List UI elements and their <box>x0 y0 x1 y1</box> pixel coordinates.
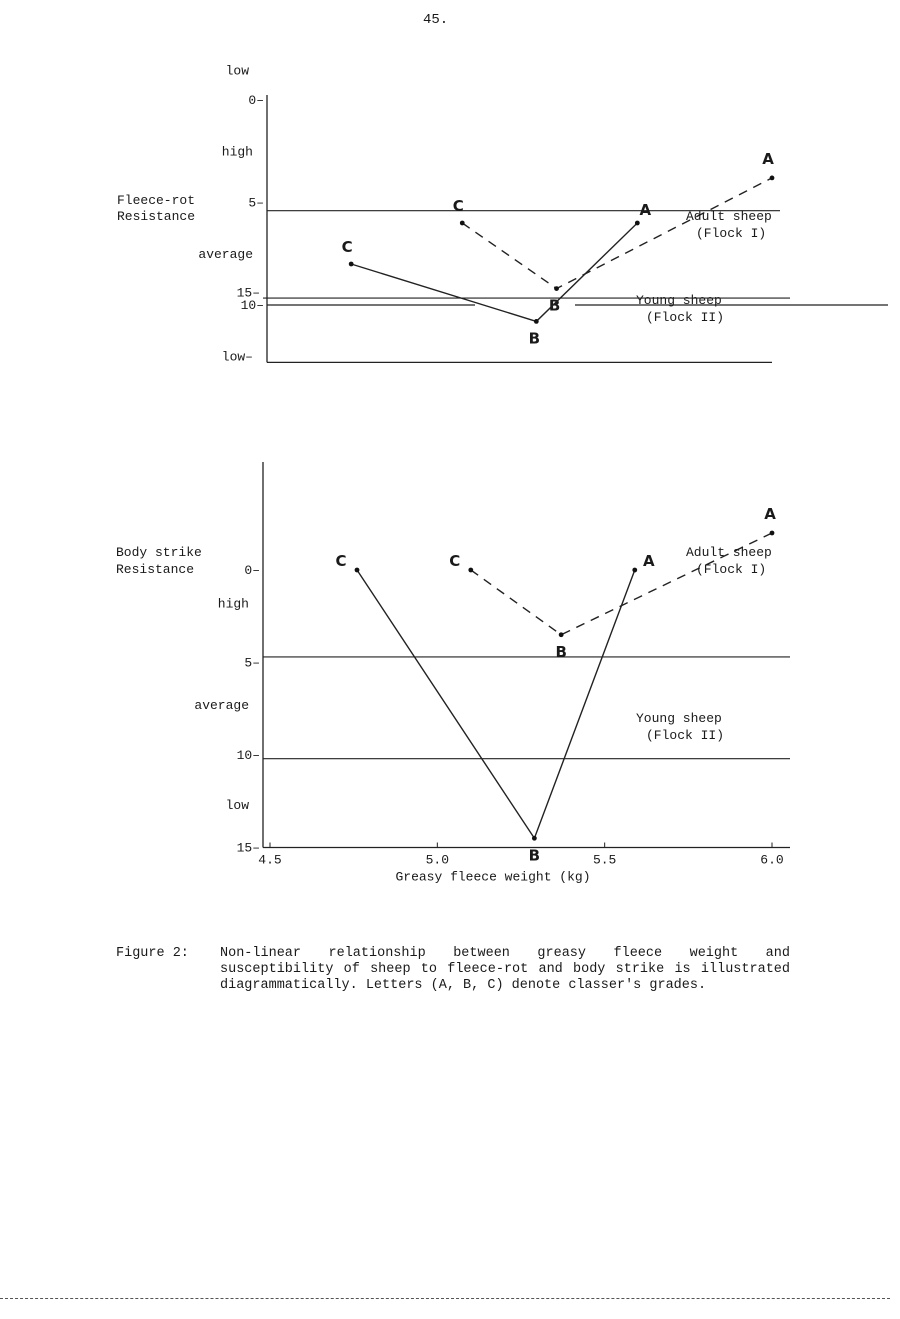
fleece-rot-adult-point-c <box>460 221 465 226</box>
fleece-rot-y-tick-label: 0– <box>248 93 264 108</box>
body-strike-x-tick-label: 5.5 <box>592 852 617 868</box>
fleece-rot-y-tick-label: 10– <box>240 298 264 313</box>
fleece-rot-adult-grade-label: A <box>762 149 774 168</box>
body-strike-x-tick-label: 6.0 <box>760 852 784 868</box>
body-strike-y-category-label: low <box>225 63 249 79</box>
body-strike-y-category-label: low <box>225 797 249 813</box>
fleece-rot-young-grade-label: C <box>341 238 353 256</box>
body-strike-young-grade-label: A <box>642 552 655 570</box>
body-strike-adult-grade-label: A <box>764 505 776 523</box>
caption-label: Figure 2: <box>116 946 189 961</box>
fleece-rot-y-category-label: average <box>198 246 253 262</box>
body-strike-young-point-b <box>532 836 537 841</box>
body-strike-adult-point-a <box>770 531 775 536</box>
body-strike-y-tick-label: 5– <box>244 655 260 671</box>
fleece-rot-y-tick-label: 5– <box>248 195 264 211</box>
body-strike-y-tick-label: 15– <box>236 840 260 856</box>
fleece-rot-adult-point-a <box>770 176 775 181</box>
body-strike-adult-grade-label: B <box>555 642 567 661</box>
body-strike-x-tick-label: 4.5 <box>258 852 282 868</box>
body-strike-y-category-label: high <box>217 596 249 612</box>
body-strike-y-category-label: average <box>194 698 249 714</box>
fleece-rot-young-grade-label: A <box>639 201 652 219</box>
fleece-rot-young-point-c <box>349 262 354 267</box>
body-strike-young-flock-label: Young sheep (Flock II) <box>636 711 725 743</box>
fleece-rot-young-flock-label: Young sheep (Flock II) <box>636 293 725 325</box>
body-strike-young-grade-label: C <box>335 552 347 570</box>
body-strike-y-tick-label: 15– <box>236 285 260 301</box>
fleece-rot-young-series-line <box>351 223 637 321</box>
caption-text: Non-linear relationship between greasy fleece weight and susceptibility of sheep to fleece-rot and body strike is illustrated diagrammatically. Letters (A, B, C) denote classer's grades. <box>220 946 790 993</box>
page-number: 45. <box>423 12 449 28</box>
fleece-rot-young-grade-label: B <box>528 329 541 348</box>
body-strike-y-tick-label: 10– <box>236 748 260 763</box>
body-strike-young-point-a <box>632 568 637 573</box>
fleece-rot-y-category-label: high <box>221 144 253 160</box>
fleece-rot-y-axis-title: Fleece-rot Resistance <box>117 193 196 224</box>
body-strike-y-tick-label: 0– <box>244 563 260 578</box>
fleece-rot-adult-flock-label: Adult sheep (Flock I) <box>686 209 772 241</box>
fleece-rot-young-point-b <box>534 319 539 324</box>
body-strike-young-grade-label: B <box>528 846 541 865</box>
body-strike-adult-point-c <box>468 568 473 573</box>
fleece-rot-adult-point-b <box>554 286 559 291</box>
body-strike-adult-grade-label: C <box>449 552 461 570</box>
fleece-rot-y-category-label: low– <box>221 349 253 365</box>
body-strike-young-series-line <box>357 570 635 838</box>
body-strike-y-axis-title: Body strike Resistance <box>116 545 202 577</box>
fleece-rot-young-point-a <box>635 221 640 226</box>
body-strike-x-axis-title: Greasy fleece weight (kg) <box>395 869 591 885</box>
fleece-rot-adult-grade-label: B <box>548 296 561 315</box>
body-strike-young-point-c <box>355 568 360 573</box>
page-bottom-rule <box>0 1298 890 1299</box>
body-strike-adult-flock-label: Adult sheep (Flock I) <box>686 545 772 577</box>
body-strike-x-tick-label: 5.0 <box>425 852 450 868</box>
body-strike-adult-point-b <box>559 632 564 637</box>
fleece-rot-adult-grade-label: C <box>452 197 464 215</box>
